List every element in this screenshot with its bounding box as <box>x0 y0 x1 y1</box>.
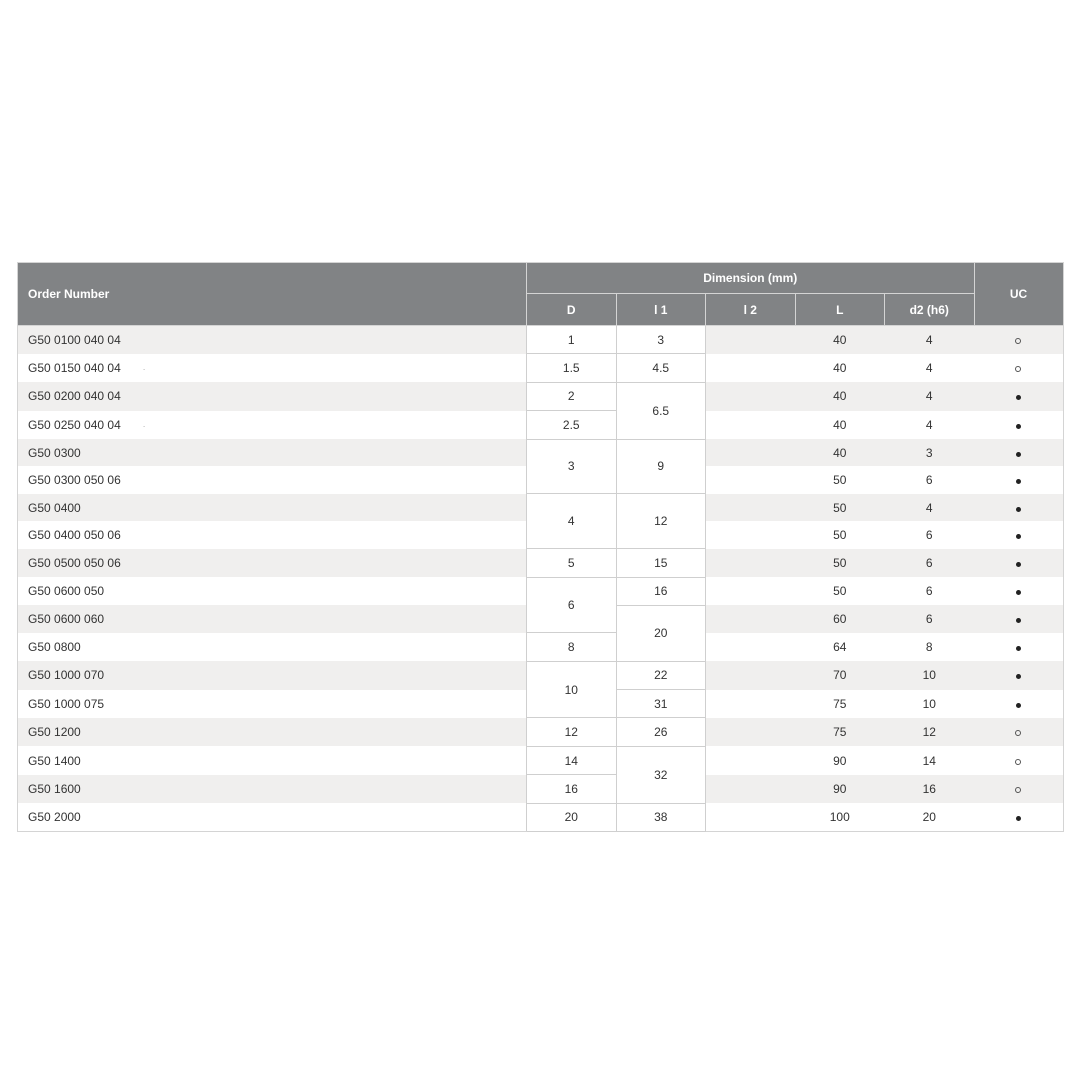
uc-cell <box>974 605 1063 632</box>
table-row <box>18 775 1064 803</box>
dimension-D-cell: 16 <box>527 775 617 803</box>
order-number-cell <box>18 803 527 831</box>
order-number-cell <box>18 775 527 803</box>
dimension-D-cell: 12 <box>527 718 617 746</box>
order-number-cell <box>18 549 527 577</box>
open-circle-icon <box>1015 759 1021 765</box>
dimension-L-cell: 50 <box>833 500 847 515</box>
dimension-d2-cell: 12 <box>922 725 936 740</box>
dimension-l1-cell: 4.5 <box>616 354 706 382</box>
filled-dot-icon <box>1016 618 1021 623</box>
order-number-text: G50 0800 <box>28 639 81 654</box>
header-dimension: Dimension (mm) <box>527 263 975 294</box>
dimension-d2-cell: 4 <box>925 417 933 432</box>
dimension-l2-cell <box>706 775 796 803</box>
dimension-l2-cell <box>706 718 796 746</box>
header-D: D <box>527 294 617 326</box>
dimension-l2-cell <box>706 633 796 661</box>
table-body <box>18 326 1064 832</box>
table-row <box>18 439 1064 466</box>
dimension-l2-cell <box>706 746 796 774</box>
order-number-text: G50 0200 040 04 <box>28 389 121 404</box>
dimension-D-cell: 2.5 <box>527 411 617 439</box>
dimension-d2-cell: 4 <box>925 332 933 347</box>
dimension-L-cell: 50 <box>833 584 847 599</box>
uc-cell <box>974 549 1063 577</box>
dimension-d2-cell: 8 <box>925 639 933 654</box>
order-number-text: G50 0300 050 06 <box>28 473 121 488</box>
row-mark: · <box>142 365 146 375</box>
uc-cell <box>974 354 1063 382</box>
table-row <box>18 746 1064 774</box>
uc-cell <box>974 746 1063 774</box>
dimension-l1-cell: 31 <box>616 690 706 718</box>
dimension-L-cell: 60 <box>833 612 847 627</box>
dimension-D-cell: 4 <box>527 494 617 549</box>
table-row <box>18 803 1064 831</box>
dimension-l2-cell <box>706 494 796 521</box>
order-number-cell <box>18 494 527 521</box>
dimension-l2-cell <box>706 439 796 466</box>
dimension-l1-cell: 6.5 <box>616 382 706 439</box>
open-circle-icon <box>1015 338 1021 344</box>
dimension-l1-cell: 3 <box>616 326 706 354</box>
filled-dot-icon <box>1016 395 1021 400</box>
filled-dot-icon <box>1016 816 1021 821</box>
uc-cell <box>974 494 1063 521</box>
filled-dot-icon <box>1016 674 1021 679</box>
dimension-l2-cell <box>706 690 796 718</box>
table-row <box>18 661 1064 689</box>
dimension-l2-cell <box>706 382 796 410</box>
header-l2: l 2 <box>706 294 796 326</box>
dimension-L-cell: 50 <box>833 473 847 488</box>
dimension-L-cell: 40 <box>833 332 847 347</box>
dimension-l1-cell: 38 <box>616 803 706 831</box>
uc-cell <box>974 411 1063 439</box>
dimension-d2-cell: 10 <box>922 696 936 711</box>
dimension-L-cell: 70 <box>833 668 847 683</box>
order-number-cell <box>18 354 527 382</box>
filled-dot-icon <box>1016 646 1021 651</box>
dimension-L-cell: 64 <box>833 639 847 654</box>
order-number-cell <box>18 690 527 718</box>
dimension-L-cell: 40 <box>833 361 847 376</box>
table-row <box>18 382 1064 410</box>
order-number-text: G50 0400 050 06 <box>28 527 121 542</box>
header-L: L <box>795 294 885 326</box>
order-number-cell <box>18 466 527 493</box>
order-number-cell <box>18 718 527 746</box>
table-header <box>18 263 1064 326</box>
header-order-number: Order Number <box>18 263 527 326</box>
dimension-l2-cell <box>706 466 796 493</box>
order-number-text: G50 0600 060 <box>28 612 105 627</box>
product-spec-table-container <box>17 262 1063 832</box>
dimension-l2-cell <box>706 411 796 439</box>
dimension-L-cell: 75 <box>833 725 847 740</box>
order-number-cell <box>18 577 527 605</box>
header-d2: d2 (h6) <box>885 294 975 326</box>
dimension-l1-cell: 22 <box>616 661 706 689</box>
table-row <box>18 718 1064 746</box>
uc-cell <box>974 775 1063 803</box>
filled-dot-icon <box>1016 479 1021 484</box>
dimension-d2-cell: 3 <box>925 445 933 460</box>
open-circle-icon <box>1015 366 1021 372</box>
table-row <box>18 326 1064 354</box>
order-number-text: G50 2000 <box>28 810 81 825</box>
dimension-d2-cell: 20 <box>885 803 975 831</box>
dimension-l1-cell: 26 <box>616 718 706 746</box>
order-number-cell <box>18 411 527 439</box>
row-mark: · <box>142 421 146 431</box>
uc-cell <box>974 661 1063 689</box>
dimension-l2-cell <box>706 661 796 689</box>
dimension-l2-cell <box>706 803 796 831</box>
dimension-d2-cell: 14 <box>922 753 936 768</box>
order-number-text: G50 1400 <box>28 753 81 768</box>
filled-dot-icon <box>1016 590 1021 595</box>
dimension-L-cell: 100 <box>795 803 885 831</box>
dimension-L-cell: 40 <box>833 445 847 460</box>
dimension-D-cell: 14 <box>527 746 617 774</box>
order-number-cell <box>18 661 527 689</box>
dimension-d2-cell: 10 <box>922 668 936 683</box>
filled-dot-icon <box>1016 424 1021 429</box>
dimension-D-cell: 1 <box>527 326 617 354</box>
uc-cell <box>974 326 1063 354</box>
dimension-d2-cell: 6 <box>925 555 933 570</box>
order-number-text: G50 0600 050 <box>28 584 105 599</box>
order-number-text: G50 1000 075 <box>28 696 105 711</box>
dimension-L-cell: 75 <box>833 696 847 711</box>
uc-cell <box>974 577 1063 605</box>
dimension-D-cell: 5 <box>527 549 617 577</box>
order-number-text: G50 1600 <box>28 781 81 796</box>
dimension-D-cell: 1.5 <box>527 354 617 382</box>
table-row <box>18 354 1064 382</box>
dimension-L-cell: 50 <box>833 555 847 570</box>
dimension-D-cell: 10 <box>527 661 617 718</box>
uc-cell <box>974 718 1063 746</box>
uc-cell <box>974 466 1063 493</box>
dimension-D-cell: 6 <box>527 577 617 633</box>
table-row <box>18 577 1064 605</box>
table-row <box>18 633 1064 661</box>
dimension-l2-cell <box>706 577 796 605</box>
dimension-d2-cell: 6 <box>925 473 933 488</box>
header-l1: l 1 <box>616 294 706 326</box>
order-number-text: G50 1000 070 <box>28 668 105 683</box>
order-number-cell <box>18 326 527 354</box>
dimension-d2-cell: 16 <box>922 781 936 796</box>
dimension-D-cell: 8 <box>527 633 617 661</box>
order-number-text: G50 0100 040 04 <box>28 332 121 347</box>
order-number-text: G50 0150 040 04 <box>28 361 121 376</box>
dimension-l1-cell: 32 <box>616 746 706 803</box>
dimension-d2-cell: 6 <box>925 612 933 627</box>
order-number-cell <box>18 382 527 410</box>
order-number-text: G50 0500 050 06 <box>28 555 121 570</box>
filled-dot-icon <box>1016 703 1021 708</box>
table-row <box>18 549 1064 577</box>
uc-cell <box>974 633 1063 661</box>
order-number-cell <box>18 439 527 466</box>
order-number-text: G50 0400 <box>28 500 81 515</box>
uc-cell <box>974 439 1063 466</box>
table-row <box>18 494 1064 521</box>
dimension-L-cell: 40 <box>833 417 847 432</box>
uc-cell <box>974 690 1063 718</box>
filled-dot-icon <box>1016 507 1021 512</box>
order-number-text: G50 0300 <box>28 445 81 460</box>
dimension-l1-cell: 20 <box>616 605 706 661</box>
header-uc: UC <box>974 263 1063 326</box>
dimension-L-cell: 50 <box>833 527 847 542</box>
dimension-l1-cell: 16 <box>616 577 706 605</box>
order-number-cell <box>18 605 527 632</box>
dimension-l1-cell: 12 <box>616 494 706 549</box>
open-circle-icon <box>1015 730 1021 736</box>
product-spec-table <box>17 262 1064 832</box>
dimension-d2-cell: 6 <box>925 527 933 542</box>
dimension-l2-cell <box>706 521 796 548</box>
table-row <box>18 411 1064 439</box>
dimension-L-cell: 90 <box>833 781 847 796</box>
order-number-text: G50 0250 040 04 <box>28 417 121 432</box>
uc-cell <box>974 803 1063 831</box>
dimension-d2-cell: 6 <box>925 584 933 599</box>
dimension-l1-cell: 15 <box>616 549 706 577</box>
dimension-l2-cell <box>706 326 796 354</box>
order-number-text: G50 1200 <box>28 725 81 740</box>
uc-cell <box>974 382 1063 410</box>
order-number-cell <box>18 746 527 774</box>
dimension-d2-cell: 4 <box>925 500 933 515</box>
dimension-d2-cell: 4 <box>925 389 933 404</box>
open-circle-icon <box>1015 787 1021 793</box>
order-number-cell <box>18 633 527 661</box>
dimension-D-cell: 20 <box>527 803 617 831</box>
dimension-l2-cell <box>706 605 796 632</box>
filled-dot-icon <box>1016 534 1021 539</box>
dimension-l1-cell: 9 <box>616 439 706 494</box>
dimension-l2-cell <box>706 549 796 577</box>
dimension-L-cell: 90 <box>833 753 847 768</box>
dimension-D-cell: 2 <box>527 382 617 410</box>
dimension-l2-cell <box>706 354 796 382</box>
filled-dot-icon <box>1016 452 1021 457</box>
uc-cell <box>974 521 1063 548</box>
dimension-D-cell: 3 <box>527 439 617 494</box>
dimension-L-cell: 40 <box>833 389 847 404</box>
order-number-cell <box>18 521 527 548</box>
dimension-d2-cell: 4 <box>925 361 933 376</box>
filled-dot-icon <box>1016 562 1021 567</box>
